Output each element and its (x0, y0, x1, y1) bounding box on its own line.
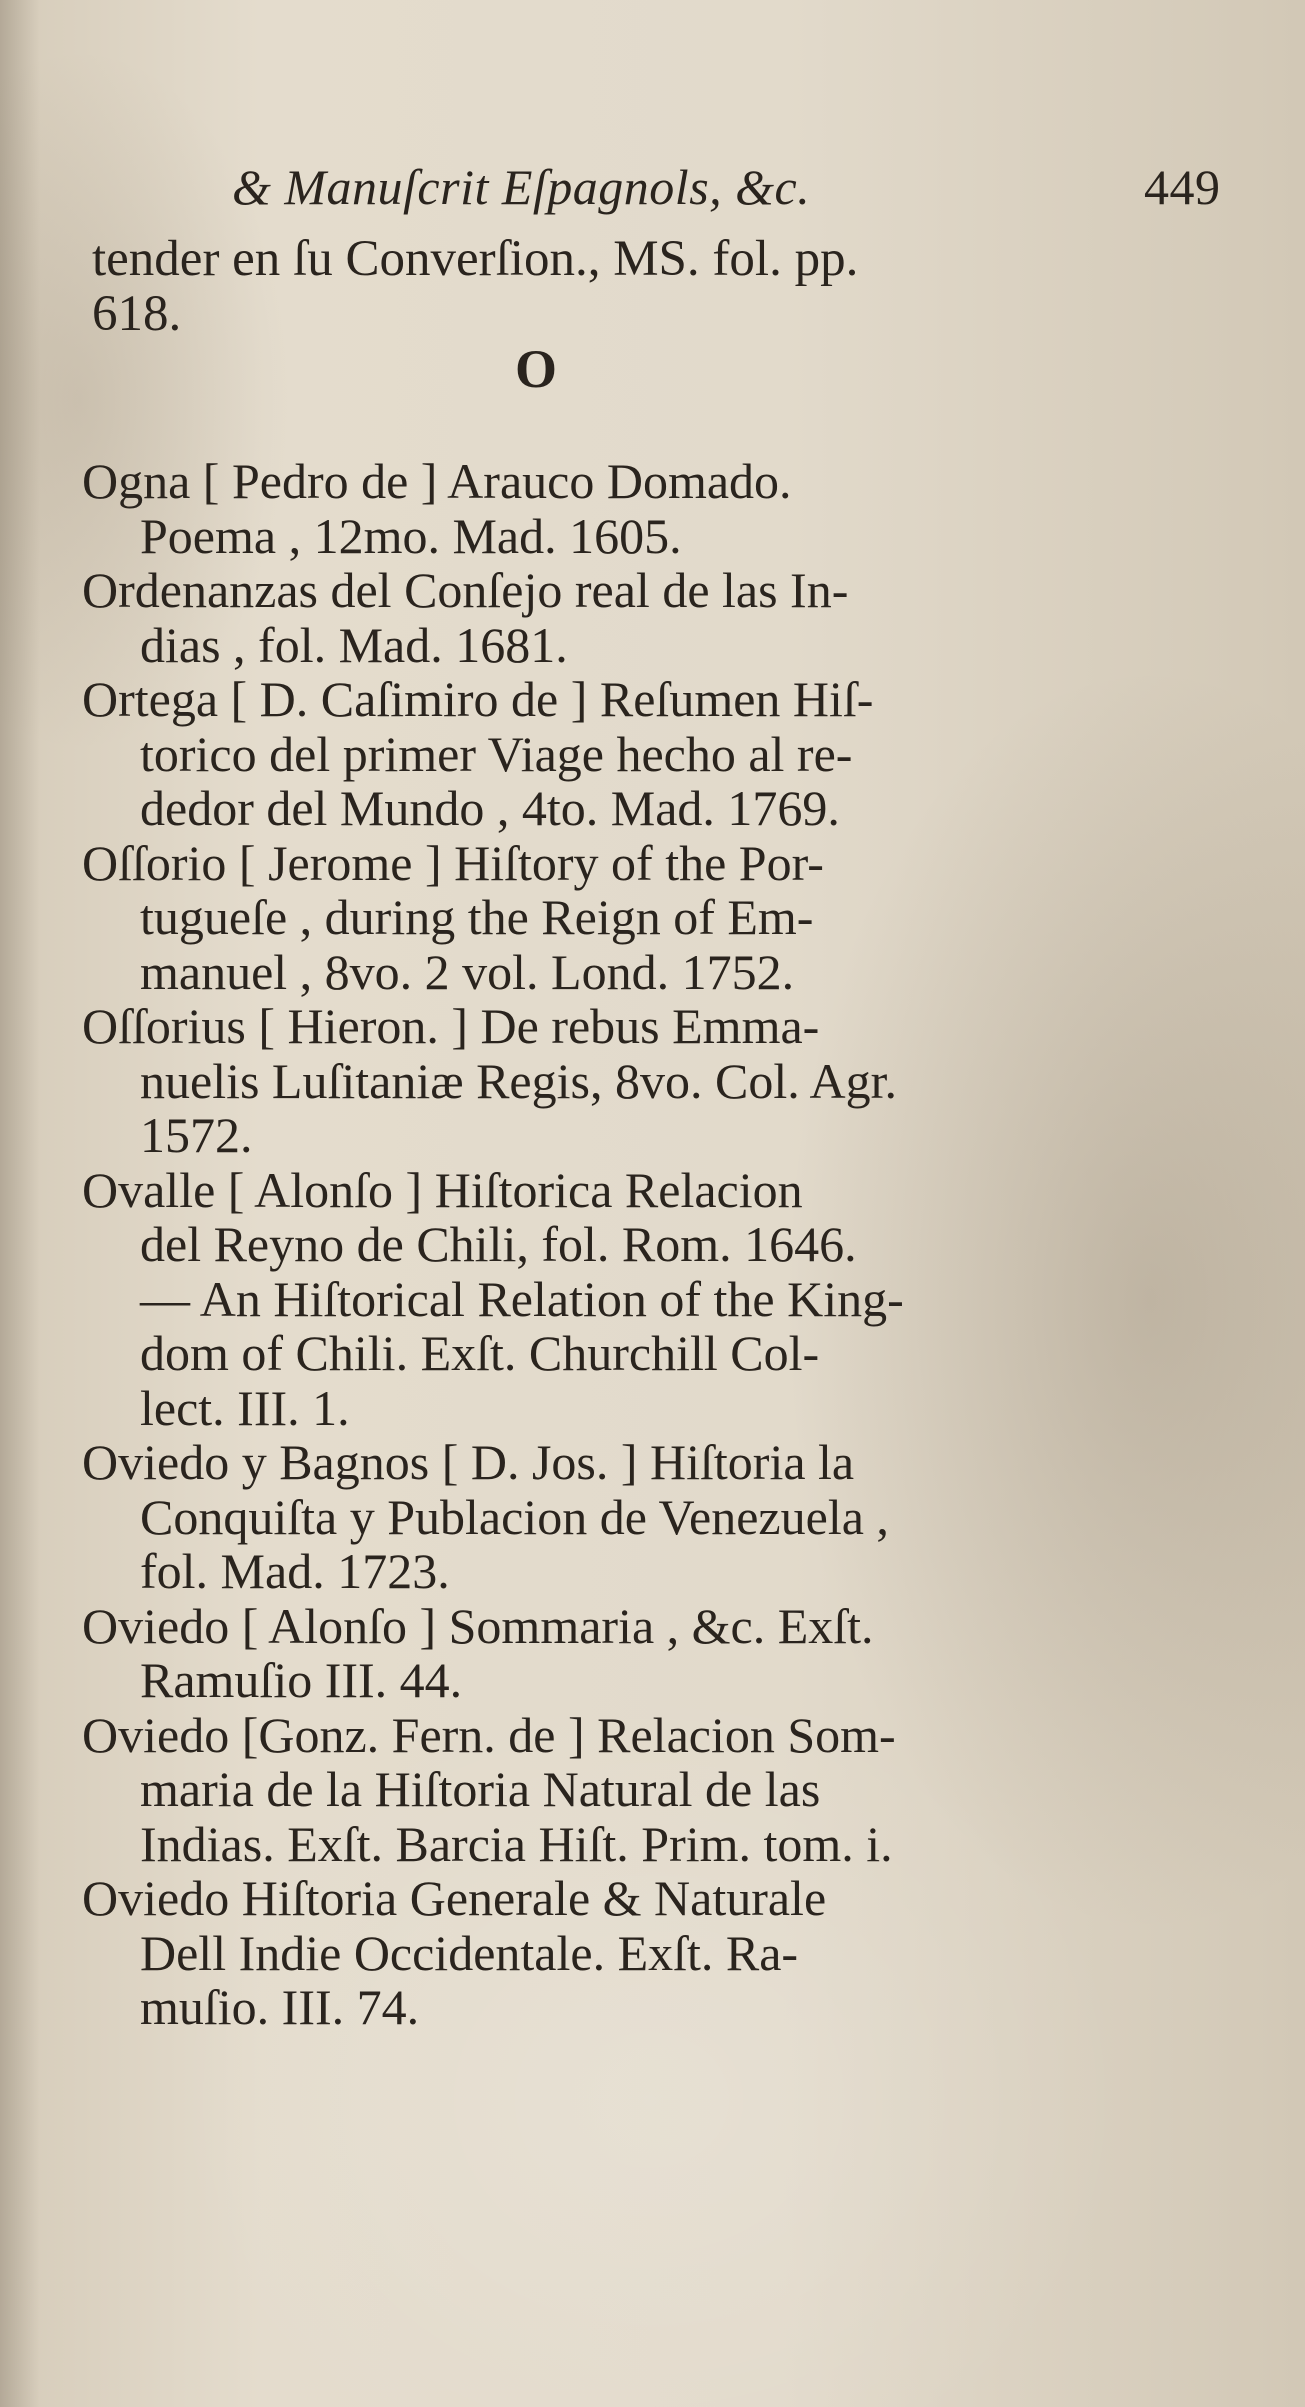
text-line: dias , fol. Mad. 1681. (140, 616, 568, 673)
text-line: Dell Indie Occidentale. Exſt. Ra- (140, 1924, 799, 1981)
text-line: Oſſorio [ Jerome ] Hiſtory of the Por- (82, 834, 824, 891)
text-line: manuel , 8vo. 2 vol. Lond. 1752. (140, 943, 795, 1000)
text-line: dom of Chili. Exſt. Churchill Col- (140, 1325, 820, 1381)
running-title: & Manuſcrit Eſpagnols, &c. (232, 159, 811, 215)
text-line: Oviedo Hiſtoria Generale & Naturale (82, 1870, 827, 1926)
text-line: maria de la Hiſtoria Natural de las (140, 1761, 821, 1817)
text-line: Ramuſio III. 44. (140, 1652, 463, 1708)
text-line: Conquiſta y Publacion de Venezuela , (140, 1488, 889, 1545)
text-line: del Reyno de Chili, fol. Rom. 1646. (140, 1216, 857, 1272)
text-line: torico del primer Viage hecho al re- (140, 725, 853, 782)
bibliography-entry (82, 1599, 1042, 1708)
text-line: — An Hiſtorical Relation of the King- (140, 1270, 904, 1327)
text-line: Oviedo [ Alonſo ] Sommaria , &c. Exſt. (82, 1597, 874, 1654)
bibliography-entry (82, 1435, 1042, 1599)
text-line: fol. Mad. 1723. (140, 1543, 450, 1599)
page-number: 449 (1144, 159, 1221, 215)
text-line: tugueſe , during the Reign of Em- (140, 889, 814, 945)
bibliography-entry (82, 1163, 1042, 1272)
text-line: Ovalle [ Alonſo ] Hiſtorica Relacion (82, 1161, 803, 1218)
text-line: 1572. (140, 1107, 253, 1163)
bibliography-entry (82, 1272, 1042, 1436)
running-header (232, 158, 1221, 218)
bibliography-entry (82, 1708, 1042, 1872)
bibliography-entry (82, 836, 1042, 1000)
text-line: Ogna [ Pedro de ] Arauco Domado. (82, 453, 792, 509)
text-line: Oſſorius [ Hieron. ] De rebus Emma- (82, 998, 820, 1054)
bibliography-entry (82, 563, 1042, 672)
text-line: Ortega [ D. Caſimiro de ] Reſumen Hiſ- (82, 671, 874, 727)
section-letter: O (515, 339, 558, 399)
text-line: Oviedo y Bagnos [ D. Jos. ] Hiſtoria la (82, 1434, 855, 1490)
text-line: Indias. Exſt. Barcia Hiſt. Prim. tom. i. (140, 1815, 893, 1872)
text-line: Oviedo [Gonz. Fern. de ] Relacion Som- (82, 1706, 896, 1763)
text-line: dedor del Mundo , 4to. Mad. 1769. (140, 780, 840, 836)
bibliography-entry (82, 1871, 1042, 2035)
bibliography-list (82, 454, 1042, 2035)
text-line: 618. (92, 286, 182, 342)
binding-shadow (0, 0, 40, 2407)
text-line: lect. III. 1. (140, 1379, 350, 1436)
text-line: nuelis Luſitaniæ Regis, 8vo. Col. Agr. (140, 1052, 897, 1109)
bibliography-entry (82, 454, 1042, 563)
text-line: tender en ſu Converſion., MS. fol. pp. (92, 231, 859, 287)
text-line: Poema , 12mo. Mad. 1605. (140, 507, 682, 564)
text-line: muſio. III. 74. (140, 1979, 420, 2035)
bibliography-entry (82, 672, 1042, 836)
bibliography-entry (82, 999, 1042, 1163)
text-line: Ordenanzas del Conſejo real de las In- (82, 562, 849, 618)
continued-entry (92, 232, 1092, 342)
